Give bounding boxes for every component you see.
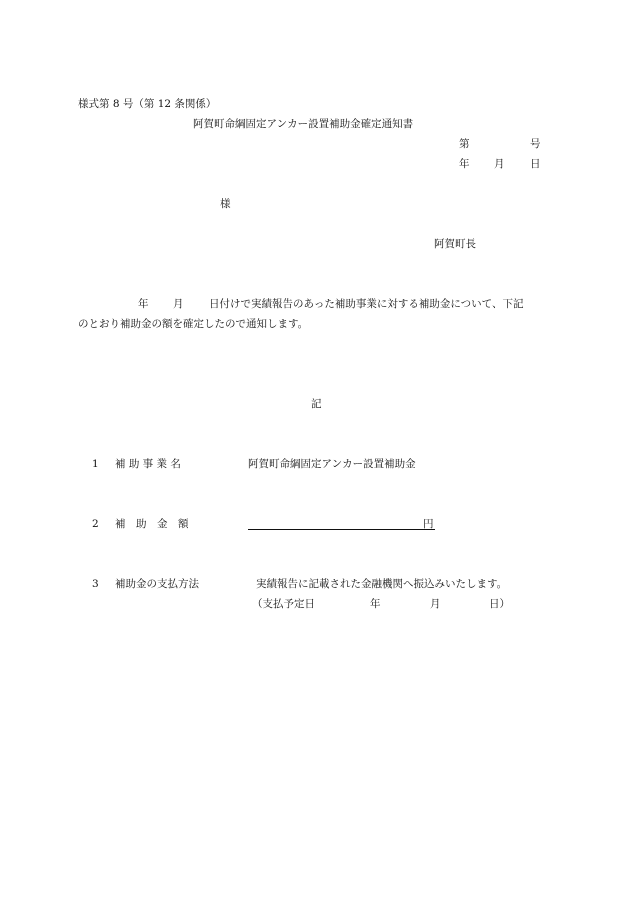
doc-number-dai: 第 <box>459 138 470 150</box>
item-3-value: 実績報告に記載された金融機関へ振込みいたします。 <box>256 578 508 590</box>
issue-date-month: 月 <box>494 158 505 170</box>
document-title: 阿賀町命綱固定アンカー設置補助金確定通知書 <box>193 118 414 130</box>
body-date-year: 年 <box>138 298 149 310</box>
issue-date-day: 日 <box>530 158 541 170</box>
form-label: 様式第 8 号（第 12 条関係） <box>78 98 217 110</box>
ki-heading: 記 <box>311 398 322 410</box>
item-2-label: 補 助 金 額 <box>115 518 189 530</box>
item-2-number: 2 <box>92 518 99 530</box>
payment-date-month: 月 <box>430 598 441 610</box>
body-date-month: 月 <box>173 298 184 310</box>
issue-date-year: 年 <box>459 158 470 170</box>
issuer-name: 阿賀町長 <box>434 238 476 250</box>
payment-date-open: （支払予定日 <box>252 598 315 610</box>
addressee-suffix: 様 <box>220 198 231 210</box>
item-3-label: 補助金の支払方法 <box>115 578 199 590</box>
doc-number-go: 号 <box>530 138 541 150</box>
item-3-number: 3 <box>92 578 99 590</box>
item-1-value: 阿賀町命綱固定アンカー設置補助金 <box>248 458 416 470</box>
item-1-label: 補 助 事 業 名 <box>115 458 181 470</box>
item-1-number: 1 <box>92 458 99 470</box>
body-line-1: 日付けで実績報告のあった補助事業に対する補助金について、下記 <box>209 298 524 310</box>
payment-date-close: 日） <box>489 598 510 610</box>
body-line-2: のとおり補助金の額を確定したので通知します。 <box>78 318 309 330</box>
amount-underline <box>248 529 435 530</box>
item-2-unit: 円 <box>423 518 434 530</box>
payment-date-year: 年 <box>370 598 381 610</box>
